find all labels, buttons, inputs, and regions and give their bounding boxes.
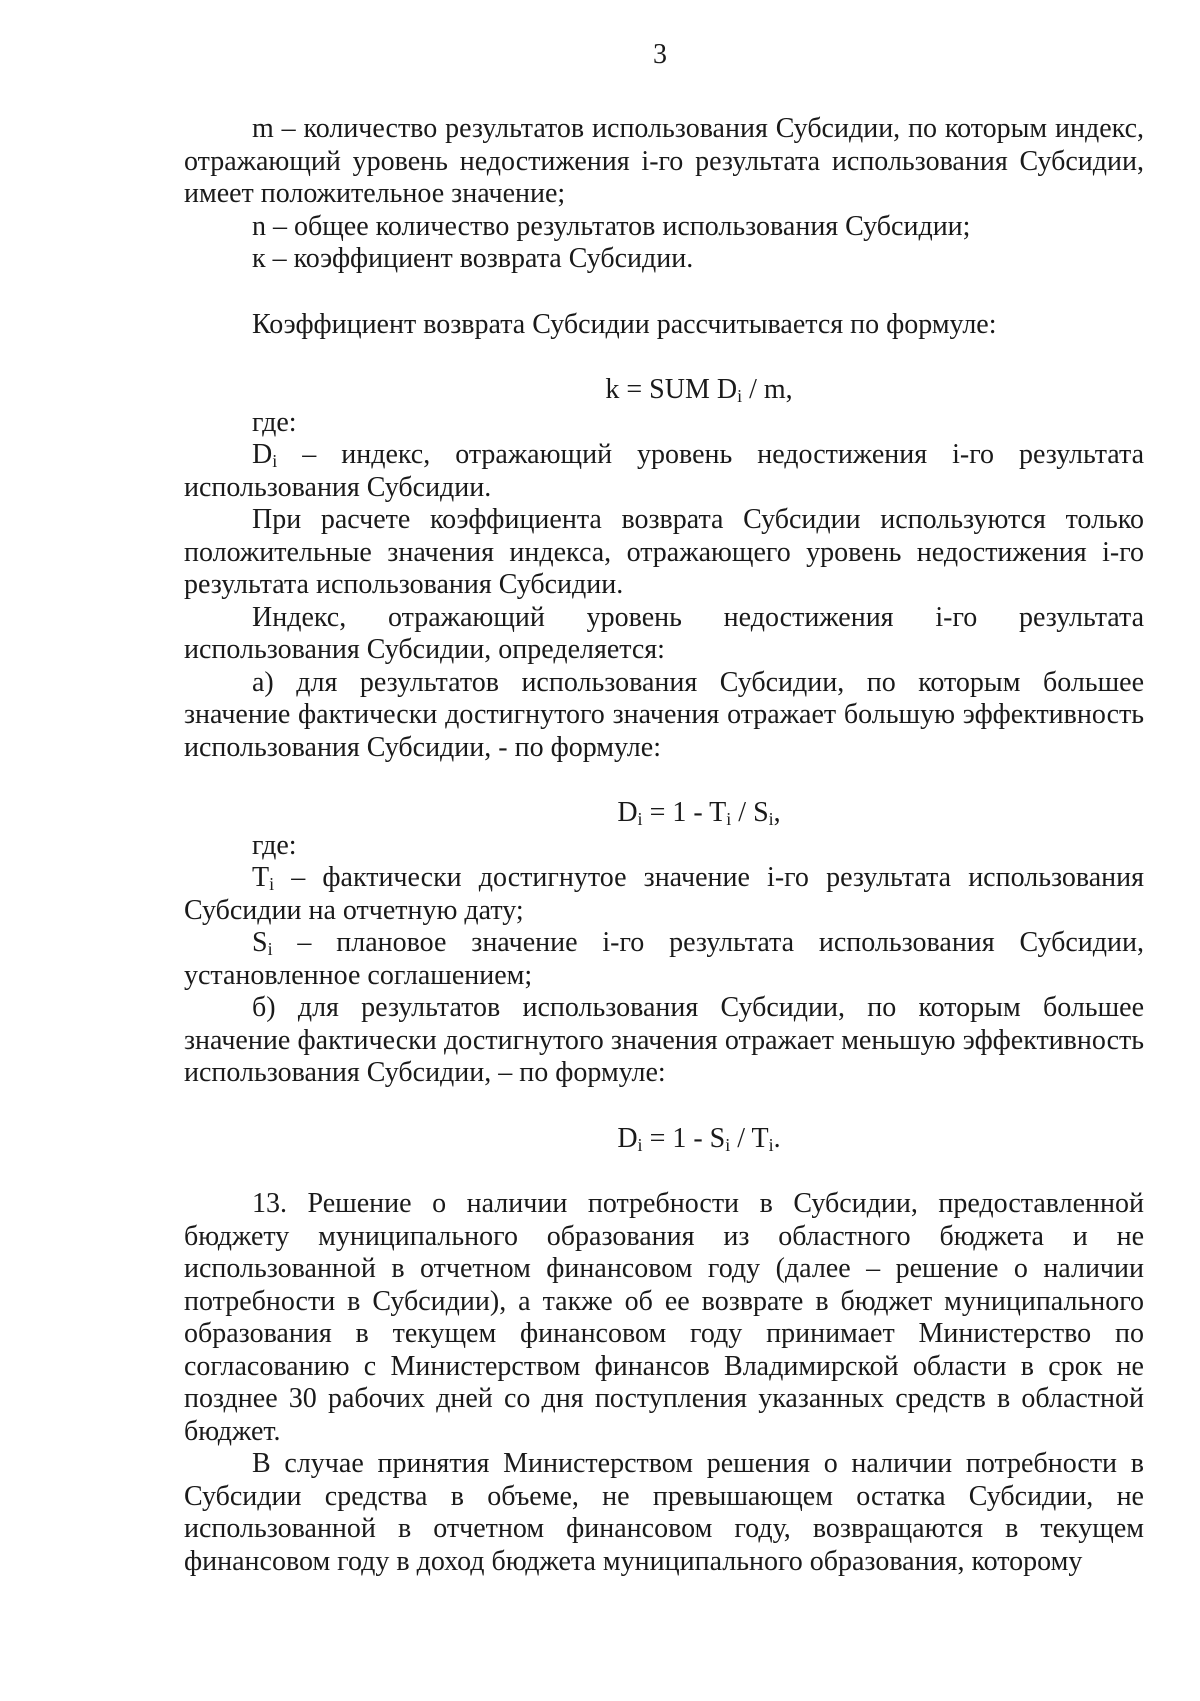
paragraph-si-definition xyxy=(184,927,1144,992)
formula-part: D xyxy=(617,797,638,828)
page-number: 3 xyxy=(653,39,667,70)
spacer xyxy=(184,341,1144,374)
formula-part: = 1 - T xyxy=(642,797,727,828)
formula-k xyxy=(184,374,1144,407)
formula-k-part: k = SUM D xyxy=(605,374,738,405)
document-body xyxy=(184,113,1144,1578)
paragraph-k-definition: к – коэффициент возврата Субсидии. xyxy=(252,243,694,274)
formula-part: , xyxy=(773,797,781,828)
paragraph-di-definition xyxy=(184,439,1144,504)
definition-text: – индекс, отражающий уровень недостижения i-го результата использования Субсидии. xyxy=(184,439,1144,503)
where-label: где: xyxy=(252,829,297,861)
formula-part: / T xyxy=(730,1122,769,1154)
formula-subscript: i xyxy=(768,1134,774,1155)
formula-part: . xyxy=(773,1122,781,1154)
paragraph-index-determined: Индекс, отражающий уровень недостижения i-го результата использования Субсидии, определяется: xyxy=(184,601,1144,665)
paragraph-case-b: б) для результатов использования Субсидии, по которым большее значение фактически достигнутого значения отражает меньшую эффективность использования Субсидии, – по формуле: xyxy=(184,992,1144,1088)
formula-subscript: i xyxy=(768,809,774,829)
formula-di-a xyxy=(184,797,1144,830)
paragraph-13-decision: 13. Решение о наличии потребности в Субсидии, предоставленной бюджету муниципального образования из областного бюджета и не использованной в отчетном финансовом году (далее – решение о наличии потребности в Субсидии), а также об ее возврате в бюджет муниципального образования в текущем финансовом году принимает Министерство по согласованию с Министерством финансов Владимирской области в срок не позднее 30 рабочих дней со дня поступления указанных средств в областной бюджет. xyxy=(184,1188,1144,1447)
spacer xyxy=(184,276,1144,309)
paragraph-positive-values: При расчете коэффициента возврата Субсидии используются только положительные значения индекса, отражающего уровень недостижения i-го результата использования Субсидии. xyxy=(184,504,1144,600)
formula-subscript: i xyxy=(637,809,643,829)
symbol-t: T xyxy=(252,862,270,893)
paragraph-n-definition: n – общее количество результатов использования Субсидии; xyxy=(252,210,971,242)
paragraph-case-a: а) для результатов использования Субсидии, по которым большее значение фактически достигнутого значения отражает большую эффективность использования Субсидии, - по формуле: xyxy=(184,666,1144,763)
formula-part: / S xyxy=(731,797,769,828)
formula-part: D xyxy=(617,1122,638,1154)
formula-subscript: i xyxy=(637,1134,643,1155)
spacer xyxy=(184,1155,1144,1188)
spacer xyxy=(184,1090,1144,1123)
paragraph-return-funds: В случае принятия Министерством решения о наличии потребности в Субсидии средства в объеме, не превышающем остатка Субсидии, не использованной в отчетном финансовом году, возвращаются в текущем финансовом году в доход бюджета муниципального образования, которому xyxy=(184,1448,1144,1577)
symbol-subscript: i xyxy=(267,939,273,959)
formula-k-subscript: i xyxy=(737,386,743,406)
formula-subscript: i xyxy=(725,1134,731,1155)
paragraph-ti-definition xyxy=(184,862,1144,927)
paragraph-m-definition: m – количество результатов использования Субсидии, по которым индекс, отражающий уровень недостижения i-го результата использования Субсидии, имеет положительное значение; xyxy=(184,113,1144,209)
formula-di-b xyxy=(184,1123,1144,1156)
formula-k-part: / m, xyxy=(742,374,793,405)
where-label: где: xyxy=(252,406,297,438)
symbol-s: S xyxy=(252,927,268,958)
formula-subscript: i xyxy=(726,809,732,829)
symbol-d: D xyxy=(252,439,273,470)
spacer xyxy=(184,764,1144,797)
definition-text: – плановое значение i-го результата использования Субсидии, установленное соглашением; xyxy=(184,927,1144,991)
symbol-subscript: i xyxy=(269,874,275,894)
symbol-subscript: i xyxy=(272,451,278,471)
formula-part: = 1 - S xyxy=(642,1122,726,1154)
paragraph-coefficient-intro: Коэффициент возврата Субсидии рассчитывается по формуле: xyxy=(252,308,997,340)
definition-text: – фактически достигнутое значение i-го результата использования Субсидии на отчетную дату; xyxy=(184,862,1144,926)
